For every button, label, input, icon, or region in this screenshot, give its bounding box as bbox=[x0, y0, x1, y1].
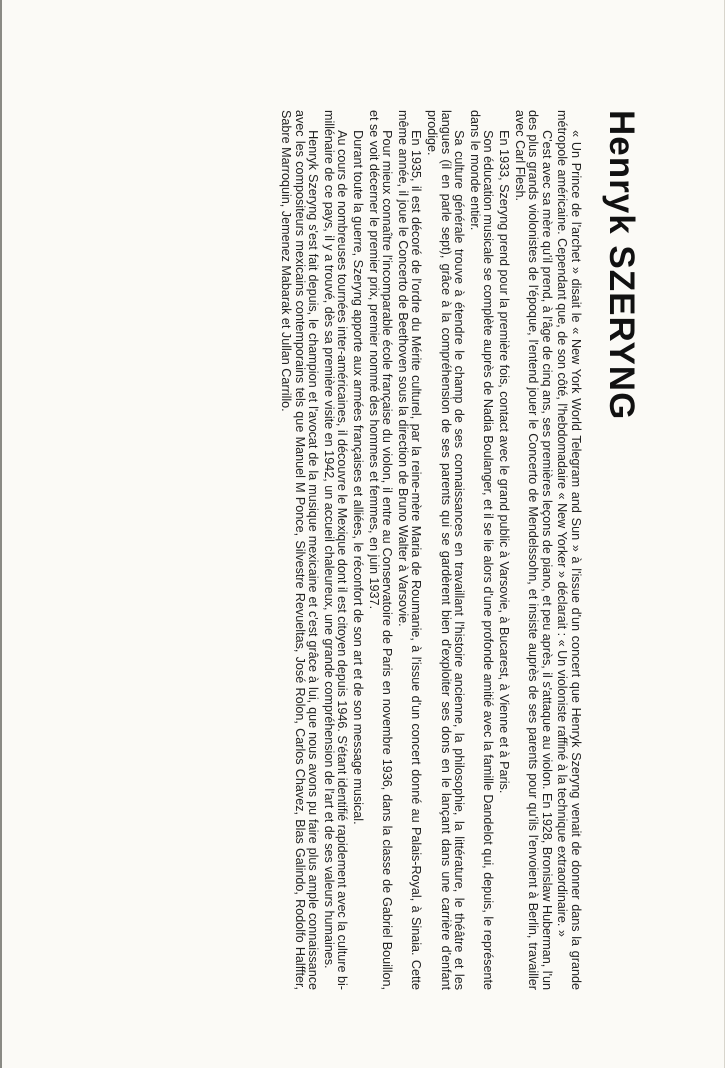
paragraph-2: C'est avec sa mère qu'il prend, à l'âge de cinq ans, ses premières leçons de piano, et peu après, il s'attaque au violon. En 1928, Bronislaw Huberman, l'un des plus grands violonistes de l'époque, l'entend jouer le Concerto de Mendelssohn, et insiste auprès de ses parents pour qu'ils l'envoient à Berlin, travailler avec Carl Flesh. bbox=[512, 110, 554, 990]
paragraph-3: En 1933, Szeryng prend pour la première fois, contact avec le grand public à Varsovie, à Bucarest, à Vienne et à Paris. bbox=[497, 130, 512, 794]
paragraph-7: Pour mieux connaître l'incomparable école française du violon, il entre au Conservatoire de Paris en novembre 1936, dans la classe de Gabriel Bouillon, et se voit décerner le premier prix, premier nommé des hommes et femmes, en juin 1937. bbox=[366, 110, 395, 990]
article bbox=[100, 110, 640, 990]
page-title: Henryk SZERYNG bbox=[602, 110, 641, 421]
paragraph-9: Au cours de nombreuses tournées inter-américaines, il découvre le Mexique dont il est citoyen depuis 1946. S'étant identifié rapidement avec la culture bi-millénaire de ce pays, il y a trouvé, dès sa première visite en 1942, un accueil chaleureux, une grande compréhension de l'art et de ses valeurs humaines. bbox=[321, 110, 350, 990]
paragraph-1: « Un Prince de l'archet » disait le « New York World Telegram and Sun » à l'issue d'un concert que Henryk Szeryng venait de donner dans la grande métropole américaine. Cependant que, de son côté, l'hebdomadaire « New Yorker » déclarait : « Un violoniste raffiné à la technique extraordinaire. » bbox=[555, 110, 583, 990]
paragraph-10: Henryk Szeryng s'est fait depuis, le champion et l'avocat de la musique mexicaine et c'est grâce à lui, que nous avons pu faire plus ample connaissance avec les compositeurs mexicains contemporains tels que Manuel M Ponce, Silvestre Revueltas, José Rolon, Carlos Chavez, Blas Galindo, Rodolfo Halffter, Sabre Marroquin, Jemenez Mabarak et Jullan Carrillo. bbox=[279, 110, 321, 990]
paragraph-6: En 1935, il est décoré de l'ordre du Mérite culturel, par la reine-mère Maria de Roumanie, à l'issue d'un concert donné au Palais-Royal, à Sinaia. Cette même année, il joue le Concerto de Beethoven sous la direction de Bruno Walter à Varsovie. bbox=[395, 110, 424, 990]
paragraph-8: Durant toute la guerre, Szeryng apporte aux armées françaises et alliées, le réconfort de son art et de son message musical. bbox=[351, 130, 366, 825]
paragraph-4: Son éducation musicale se complète auprès de Nadia Boulanger, et il se lie alors d'une profonde amitié avec la famille Dandelot qui, depuis, le représente dans le monde entier. bbox=[467, 110, 496, 990]
page-left-edge bbox=[0, 0, 2, 1068]
paragraph-5: Sa culture générale trouve à étendre le champ de ses connaissances en travaillant l'histoire ancienne, la philosophie, la littérature, le théâtre et les langues (il en parle sept), grâce à la compréhension de ses parents qui se gardèrent bien d'exploiter ses dons en le lançant dans une carrière d'enfant prodige. bbox=[425, 110, 467, 990]
article-body bbox=[279, 110, 582, 990]
